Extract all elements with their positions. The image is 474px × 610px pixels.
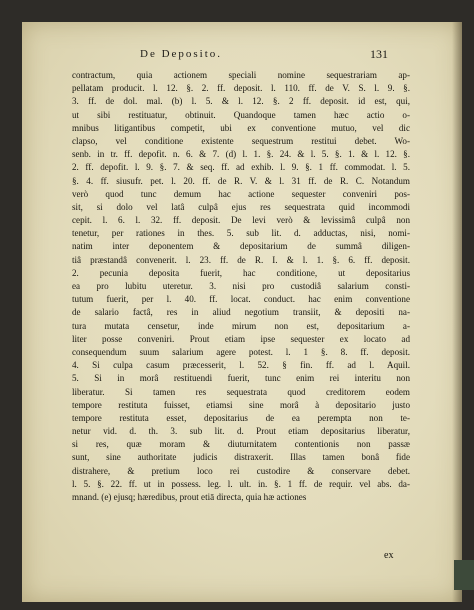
text-line: 2. pecunia deposita fuerit, hac conditione, ut depositarius <box>72 267 410 278</box>
body-text <box>72 69 410 504</box>
paper-page <box>22 22 462 602</box>
text-line: liberatur. Si tamen res sequestrata quod creditorem eodem <box>72 386 410 397</box>
text-line: verò quod tunc demum hac actione sequester conveniri pos- <box>72 188 410 199</box>
text-line: tempore restituta fuisset, etiamsi sine morâ à depositario justo <box>72 399 410 410</box>
text-line: cepit. l. 6. l. 32. ff. deposit. De levi verò & levissimâ culpâ non <box>72 215 410 226</box>
text-line: netur vid. d. th. 3. sub lit. d. Prout etiam depositarius liberatur, <box>72 426 410 437</box>
text-line: ea pro lubitu uteretur. 3. nisi pro custodiâ salarium consti- <box>72 281 410 291</box>
catchword: ex <box>384 550 394 561</box>
text-line: senb. in tr. ff. depofit. n. 6. & 7. (d) l. 1. §. 24. & l. 5. §. 1. & l. 12. §. <box>72 149 410 160</box>
text-line: 5. Si in morâ restituendi fuerit, tunc enim rei interitu non <box>72 373 410 384</box>
text-line: si res, quæ moram & diuturnitatem contentionis non passæ <box>72 439 410 450</box>
text-line: consequendum suum salarium agere potest. l. 1 §. 8. ff. deposit. <box>72 346 410 357</box>
text-line: tenetur, per rationes in thes. 5. sub lit. d. adductas, nisi, nomi- <box>72 228 410 239</box>
text-line: contractum, quia actionem speciali nomine sequestrariam ap- <box>72 70 410 80</box>
page-number: 131 <box>370 47 388 61</box>
text-line: tempore restituta esset, depositarius de ea perempta non te- <box>72 412 410 423</box>
text-line: de salario factâ, res in aliud negotium transiit, & depositi na- <box>72 307 410 318</box>
text-line: clapso, vel conditione existente sequestrum restitui debet. Wo- <box>72 135 410 146</box>
text-line: sunt, sine authoritate judicis distraxerit. Illas tamen bonâ fide <box>72 452 410 463</box>
text-line: sit, si dolo vel latâ culpâ ejus res sequestrata quid incommodi <box>72 201 410 212</box>
page-header <box>22 48 462 64</box>
text-line: distrahere, & pretium loco rei custodire & conservare debet. <box>72 465 410 476</box>
text-line: 3. ff. de dol. mal. (b) l. 5. & l. 12. §. 2 ff. deposit. id est, qui, <box>72 96 410 107</box>
text-line: tiâ præstandâ convenerit. l. 23. ff. de R. I. & l. 1. §. 6. ff. deposit. <box>72 254 410 265</box>
text-line: tura mutata censetur, inde mirum non est, depositarium a- <box>72 320 410 331</box>
text-line: mnand. (e) ejusq; hæredibus, prout etiā directa, quia hæ actiones <box>72 492 307 502</box>
text-line: 2. ff. depofit. l. 9. §. 7. & seq. ff. ad exhib. l. 9. §. 1 ff. commodat. l. 5. <box>72 162 410 173</box>
text-line: natim inter deponentem & depositarium de summâ diligen- <box>72 241 410 252</box>
text-line: tutum fuerit, per l. 40. ff. locat. conduct. hac enim conventione <box>72 294 410 305</box>
text-line: ut sibi restituatur, obtinuit. Quandoque tamen hæc actio o- <box>72 109 410 120</box>
text-line: mnibus litigantibus competit, ubi ex conventione mutuo, vel dic <box>72 122 410 133</box>
text-line: 4. Si culpa casum præcesserit, l. 52. § fin. ff. ad l. Aquil. <box>72 360 410 371</box>
running-title: De Deposito. <box>140 48 223 60</box>
text-line: §. 4. ff. siusufr. pet. l. 20. ff. de R. V. & l. 31 ff. de R. C. Notandum <box>72 175 410 186</box>
text-line: pellatam producit. l. 12. §. 2. ff. deposit. l. 110. ff. de V. S. l. 9. §. <box>72 83 410 94</box>
text-line: l. 5. §. 22. ff. ut in possess. leg. l. ult. in. §. 1 ff. de requir. vel abs. da- <box>72 478 410 489</box>
text-line: liter posse conveniri. Prout etiam ipse sequester ex locato ad <box>72 333 410 344</box>
page-gutter-shadow <box>452 22 462 602</box>
bookmark-tab <box>454 560 474 590</box>
